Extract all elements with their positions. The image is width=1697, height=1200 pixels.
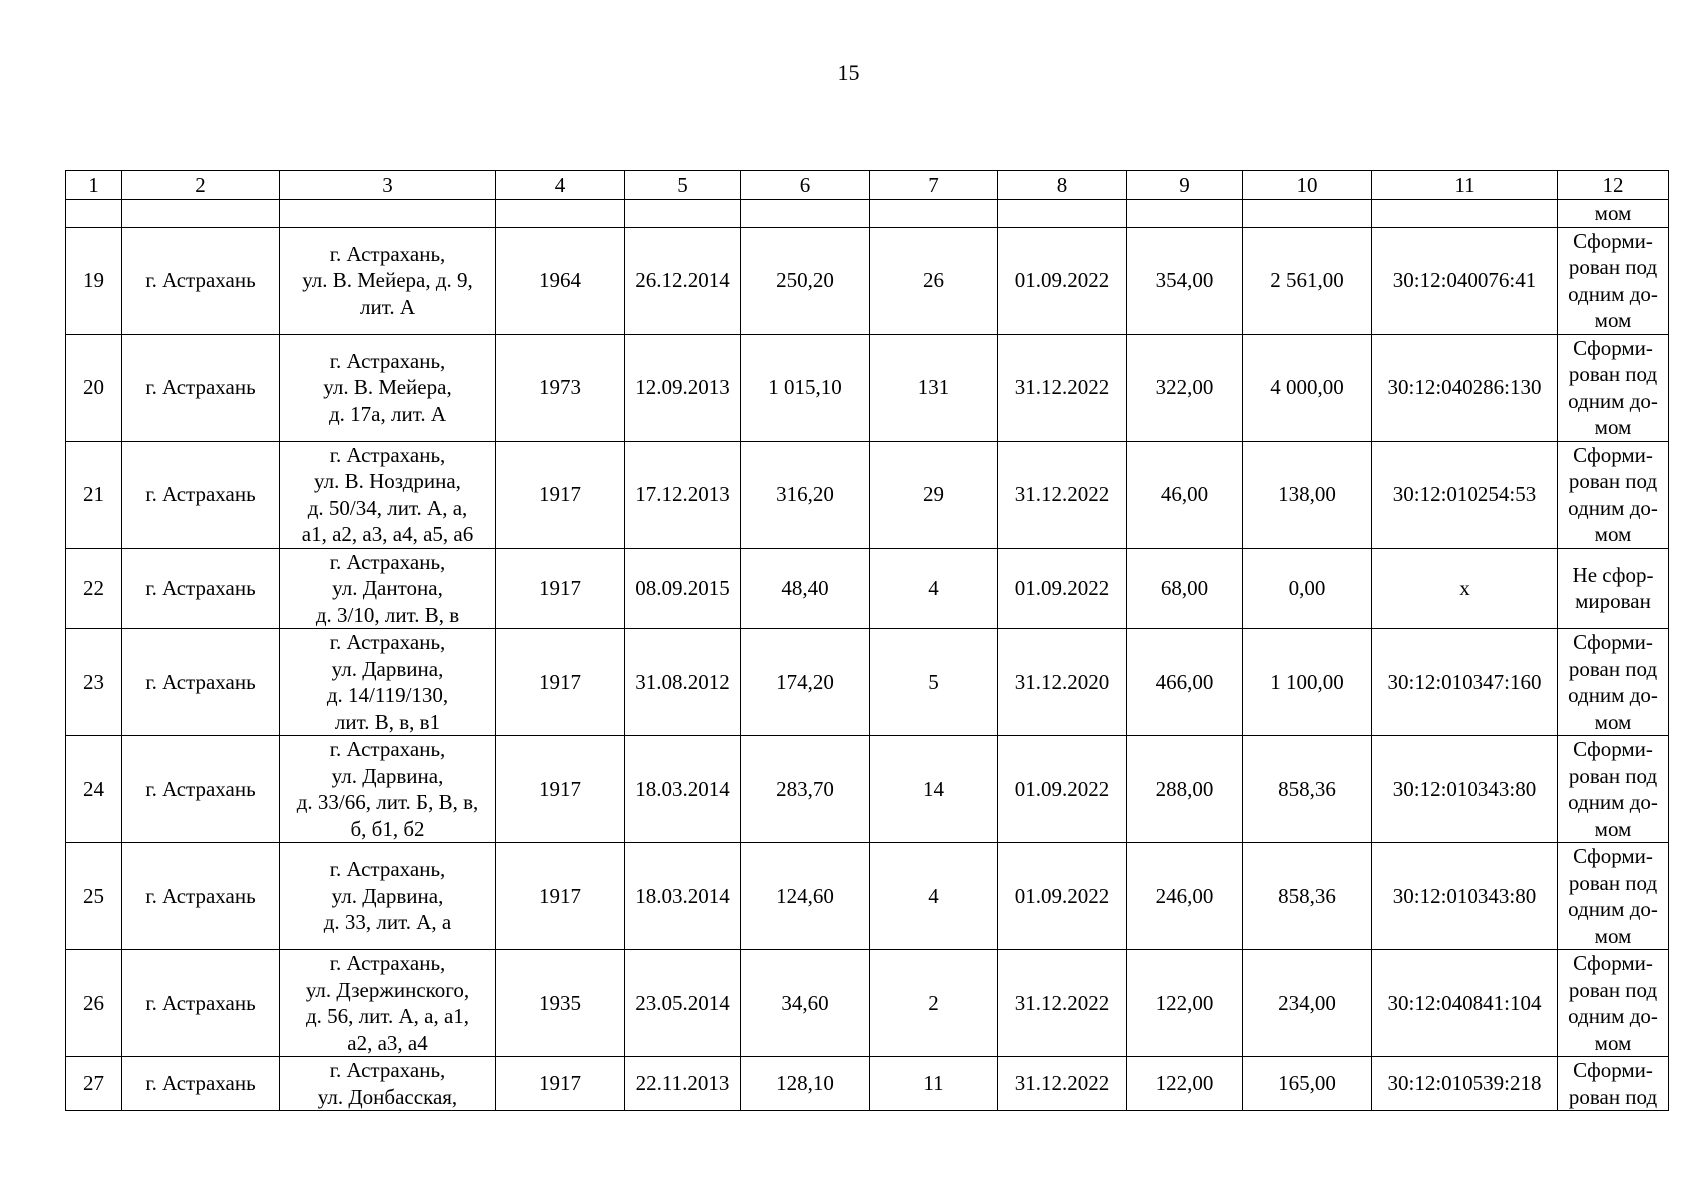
table-cell bbox=[496, 200, 625, 228]
count-cell: 11 bbox=[870, 1057, 998, 1111]
city-cell: г. Астрахань bbox=[122, 334, 280, 441]
table-cell bbox=[625, 200, 741, 228]
address-cell bbox=[280, 1057, 496, 1111]
value-cell-10: 858,36 bbox=[1243, 736, 1372, 843]
year-cell: 1935 bbox=[496, 950, 625, 1057]
address-line: ул. Дзержинского, bbox=[305, 977, 470, 1002]
address-line: д. 50/34, лит. А, а, bbox=[307, 495, 468, 520]
table-cell bbox=[66, 200, 122, 228]
city-cell: г. Астрахань bbox=[122, 227, 280, 334]
address-line: д. 17а, лит. А bbox=[329, 401, 446, 426]
note-line: одним до- bbox=[1568, 1004, 1658, 1028]
column-header: 11 bbox=[1372, 171, 1558, 200]
note-line: рован под bbox=[1568, 870, 1658, 895]
date-cell: 22.11.2013 bbox=[625, 1057, 741, 1111]
note-line: Сформи- bbox=[1573, 442, 1653, 467]
city-cell: г. Астрахань bbox=[122, 736, 280, 843]
deadline-cell: 01.09.2022 bbox=[998, 843, 1127, 950]
address-line: ул. В. Мейера, bbox=[323, 375, 452, 400]
note-line: Сформи- bbox=[1573, 1058, 1653, 1082]
value-cell-9: 246,00 bbox=[1127, 843, 1243, 950]
area-cell: 250,20 bbox=[741, 227, 870, 334]
area-cell: 1 015,10 bbox=[741, 334, 870, 441]
value-cell-10: 858,36 bbox=[1243, 843, 1372, 950]
column-header: 1 bbox=[66, 171, 122, 200]
address-cell bbox=[280, 950, 496, 1057]
note-line: мом bbox=[1594, 522, 1632, 546]
table-row bbox=[66, 736, 1669, 843]
table-row bbox=[66, 950, 1669, 1057]
year-cell: 1973 bbox=[496, 334, 625, 441]
address-cell bbox=[280, 227, 496, 334]
note-line: одним до- bbox=[1568, 790, 1658, 814]
column-header: 5 bbox=[625, 171, 741, 200]
date-cell: 17.12.2013 bbox=[625, 441, 741, 548]
area-cell: 124,60 bbox=[741, 843, 870, 950]
year-cell: 1917 bbox=[496, 629, 625, 736]
address-line: ул. Дарвина, bbox=[331, 763, 444, 788]
city-cell: г. Астрахань bbox=[122, 548, 280, 629]
deadline-cell: 31.12.2022 bbox=[998, 334, 1127, 441]
count-cell: 5 bbox=[870, 629, 998, 736]
note-line: рован под bbox=[1568, 763, 1658, 788]
note-cell bbox=[1558, 334, 1669, 441]
note-line: одним до- bbox=[1568, 897, 1658, 921]
note-line: рован под bbox=[1568, 362, 1658, 386]
address-cell bbox=[280, 843, 496, 950]
year-cell: 1917 bbox=[496, 1057, 625, 1111]
year-cell: 1964 bbox=[496, 227, 625, 334]
row-number-cell: 26 bbox=[66, 950, 122, 1057]
value-cell-10: 2 561,00 bbox=[1243, 227, 1372, 334]
note-cell bbox=[1558, 629, 1669, 736]
value-cell-9: 288,00 bbox=[1127, 736, 1243, 843]
note-line: Сформи- bbox=[1573, 335, 1653, 360]
table-body bbox=[66, 200, 1669, 1111]
column-header: 6 bbox=[741, 171, 870, 200]
address-line: лит. В, в, в1 bbox=[334, 709, 441, 734]
row-number-cell: 20 bbox=[66, 334, 122, 441]
address-line: г. Астрахань, bbox=[329, 442, 446, 467]
table-cell bbox=[1243, 200, 1372, 228]
value-cell-10: 0,00 bbox=[1243, 548, 1372, 629]
note-line: Сформи- bbox=[1573, 844, 1653, 868]
city-cell: г. Астрахань bbox=[122, 441, 280, 548]
continuation-row bbox=[66, 200, 1669, 228]
row-number-cell: 21 bbox=[66, 441, 122, 548]
note-cell bbox=[1558, 1057, 1669, 1111]
housing-table bbox=[65, 170, 1669, 1111]
area-cell: 48,40 bbox=[741, 548, 870, 629]
note-line: Сформи- bbox=[1573, 228, 1653, 253]
date-cell: 31.08.2012 bbox=[625, 629, 741, 736]
row-number-cell: 27 bbox=[66, 1057, 122, 1111]
date-cell: 18.03.2014 bbox=[625, 736, 741, 843]
cadastral-number-cell: х bbox=[1372, 548, 1558, 629]
count-cell: 29 bbox=[870, 441, 998, 548]
cadastral-number-cell: 30:12:010254:53 bbox=[1372, 441, 1558, 548]
note-line: Не сфор- bbox=[1572, 562, 1654, 587]
cadastral-number-cell: 30:12:010343:80 bbox=[1372, 736, 1558, 843]
value-cell-9: 122,00 bbox=[1127, 950, 1243, 1057]
note-line: одним до- bbox=[1568, 495, 1658, 520]
date-cell: 12.09.2013 bbox=[625, 334, 741, 441]
table-row bbox=[66, 629, 1669, 736]
column-header: 10 bbox=[1243, 171, 1372, 200]
deadline-cell: 01.09.2022 bbox=[998, 736, 1127, 843]
address-line: д. 14/119/130, bbox=[326, 683, 449, 707]
count-cell: 14 bbox=[870, 736, 998, 843]
value-cell-9: 46,00 bbox=[1127, 441, 1243, 548]
address-line: д. 56, лит. А, а, а1, bbox=[305, 1004, 470, 1028]
note-line: мом bbox=[1594, 308, 1632, 332]
note-line: одним до- bbox=[1568, 281, 1658, 306]
column-header: 8 bbox=[998, 171, 1127, 200]
area-cell: 34,60 bbox=[741, 950, 870, 1057]
address-line: д. 33/66, лит. Б, В, в, bbox=[296, 790, 479, 814]
count-cell: 131 bbox=[870, 334, 998, 441]
table-row bbox=[66, 1057, 1669, 1111]
note-line: мом bbox=[1594, 415, 1632, 439]
address-line: г. Астрахань, bbox=[329, 241, 446, 266]
table-cell bbox=[280, 200, 496, 228]
cadastral-number-cell: 30:12:040286:130 bbox=[1372, 334, 1558, 441]
note-line: мом bbox=[1594, 923, 1632, 948]
row-number-cell: 24 bbox=[66, 736, 122, 843]
city-cell: г. Астрахань bbox=[122, 843, 280, 950]
city-cell: г. Астрахань bbox=[122, 629, 280, 736]
table-cell bbox=[1372, 200, 1558, 228]
value-cell-10: 234,00 bbox=[1243, 950, 1372, 1057]
value-cell-10: 138,00 bbox=[1243, 441, 1372, 548]
note-cell bbox=[1558, 441, 1669, 548]
note-line: Сформи- bbox=[1573, 630, 1653, 654]
year-cell: 1917 bbox=[496, 441, 625, 548]
date-cell: 08.09.2015 bbox=[625, 548, 741, 629]
count-cell: 4 bbox=[870, 843, 998, 950]
city-cell: г. Астрахань bbox=[122, 950, 280, 1057]
table-cell bbox=[741, 200, 870, 228]
note-cell bbox=[1558, 548, 1669, 629]
note-cell bbox=[1558, 227, 1669, 334]
note-line: мом bbox=[1594, 1030, 1632, 1055]
address-cell bbox=[280, 548, 496, 629]
note-line: мом bbox=[1594, 709, 1632, 734]
page-number: 15 bbox=[837, 60, 860, 85]
note-line: рован под bbox=[1568, 977, 1658, 1002]
table-cell bbox=[870, 200, 998, 228]
value-cell-9: 68,00 bbox=[1127, 548, 1243, 629]
city-cell: г. Астрахань bbox=[122, 1057, 280, 1111]
row-number-cell: 23 bbox=[66, 629, 122, 736]
table-row bbox=[66, 334, 1669, 441]
column-header: 2 bbox=[122, 171, 280, 200]
date-cell: 23.05.2014 bbox=[625, 950, 741, 1057]
address-line: г. Астрахань, bbox=[329, 630, 446, 654]
year-cell: 1917 bbox=[496, 736, 625, 843]
note-line: одним до- bbox=[1568, 388, 1658, 413]
area-cell: 174,20 bbox=[741, 629, 870, 736]
cadastral-number-cell: 30:12:010343:80 bbox=[1372, 843, 1558, 950]
address-line: г. Астрахань, bbox=[329, 857, 446, 882]
date-cell: 26.12.2014 bbox=[625, 227, 741, 334]
address-line: ул. Донбасская, bbox=[317, 1084, 458, 1109]
deadline-cell: 31.12.2022 bbox=[998, 441, 1127, 548]
column-header: 7 bbox=[870, 171, 998, 200]
column-header: 3 bbox=[280, 171, 496, 200]
value-cell-10: 4 000,00 bbox=[1243, 334, 1372, 441]
address-line: а1, а2, а3, а4, а5, а6 bbox=[301, 522, 474, 546]
count-cell: 2 bbox=[870, 950, 998, 1057]
deadline-cell: 31.12.2022 bbox=[998, 1057, 1127, 1111]
address-cell bbox=[280, 629, 496, 736]
table-cell bbox=[998, 200, 1127, 228]
value-cell-9: 466,00 bbox=[1127, 629, 1243, 736]
cadastral-number-cell: 30:12:010347:160 bbox=[1372, 629, 1558, 736]
value-cell-10: 165,00 bbox=[1243, 1057, 1372, 1111]
note-cell bbox=[1558, 950, 1669, 1057]
row-number-cell: 25 bbox=[66, 843, 122, 950]
note-line: мирован bbox=[1575, 589, 1651, 614]
address-line: ул. Дарвина, bbox=[331, 656, 444, 681]
column-header: 9 bbox=[1127, 171, 1243, 200]
deadline-cell: 01.09.2022 bbox=[998, 227, 1127, 334]
table-row bbox=[66, 548, 1669, 629]
value-cell-9: 122,00 bbox=[1127, 1057, 1243, 1111]
row-number-cell: 22 bbox=[66, 548, 122, 629]
area-cell: 128,10 bbox=[741, 1057, 870, 1111]
address-cell bbox=[280, 441, 496, 548]
address-line: а2, а3, а4 bbox=[347, 1030, 428, 1055]
note-line: рован под bbox=[1568, 656, 1658, 681]
value-cell-9: 354,00 bbox=[1127, 227, 1243, 334]
table-cell bbox=[1127, 200, 1243, 228]
note-line: мом bbox=[1594, 816, 1632, 841]
note-line: рован под bbox=[1568, 255, 1658, 279]
deadline-cell: 31.12.2020 bbox=[998, 629, 1127, 736]
year-cell: 1917 bbox=[496, 548, 625, 629]
cadastral-number-cell: 30:12:040841:104 bbox=[1372, 950, 1558, 1057]
address-line: г. Астрахань, bbox=[329, 549, 446, 574]
address-line: б, б1, б2 bbox=[350, 816, 425, 841]
count-cell: 26 bbox=[870, 227, 998, 334]
value-cell-9: 322,00 bbox=[1127, 334, 1243, 441]
note-line: одним до- bbox=[1568, 683, 1658, 707]
count-cell: 4 bbox=[870, 548, 998, 629]
address-line: ул. Дантона, bbox=[332, 576, 443, 600]
header-row bbox=[66, 171, 1669, 200]
date-cell: 18.03.2014 bbox=[625, 843, 741, 950]
year-cell: 1917 bbox=[496, 843, 625, 950]
column-number-header bbox=[66, 171, 1669, 200]
note-cell bbox=[1558, 736, 1669, 843]
note-line: рован под bbox=[1568, 469, 1658, 493]
note-cell bbox=[1558, 843, 1669, 950]
address-line: ул. В. Ноздрина, bbox=[314, 469, 461, 493]
address-line: г. Астрахань, bbox=[329, 951, 446, 975]
deadline-cell: 31.12.2022 bbox=[998, 950, 1127, 1057]
table-cell bbox=[122, 200, 280, 228]
area-cell: 283,70 bbox=[741, 736, 870, 843]
cadastral-number-cell: 30:12:040076:41 bbox=[1372, 227, 1558, 334]
address-line: ул. Дарвина, bbox=[331, 883, 444, 908]
note-line: рован под bbox=[1568, 1084, 1658, 1109]
cadastral-number-cell: 30:12:010539:218 bbox=[1372, 1057, 1558, 1111]
value-cell-10: 1 100,00 bbox=[1243, 629, 1372, 736]
address-line: г. Астрахань, bbox=[329, 1058, 446, 1082]
continuation-note: мом bbox=[1558, 200, 1669, 228]
address-cell bbox=[280, 736, 496, 843]
note-line: Сформи- bbox=[1573, 737, 1653, 761]
address-line: лит. А bbox=[360, 294, 415, 319]
table-row bbox=[66, 441, 1669, 548]
note-line: Сформи- bbox=[1573, 951, 1653, 975]
area-cell: 316,20 bbox=[741, 441, 870, 548]
table-row bbox=[66, 843, 1669, 950]
row-number-cell: 19 bbox=[66, 227, 122, 334]
address-line: г. Астрахань, bbox=[329, 348, 446, 373]
address-line: г. Астрахань, bbox=[329, 737, 446, 761]
deadline-cell: 01.09.2022 bbox=[998, 548, 1127, 629]
column-header: 12 bbox=[1558, 171, 1669, 200]
address-line: д. 3/10, лит. В, в bbox=[315, 602, 460, 627]
address-cell bbox=[280, 334, 496, 441]
address-line: ул. В. Мейера, д. 9, bbox=[302, 268, 473, 293]
table-row bbox=[66, 227, 1669, 334]
column-header: 4 bbox=[496, 171, 625, 200]
address-line: д. 33, лит. А, а bbox=[323, 910, 452, 935]
